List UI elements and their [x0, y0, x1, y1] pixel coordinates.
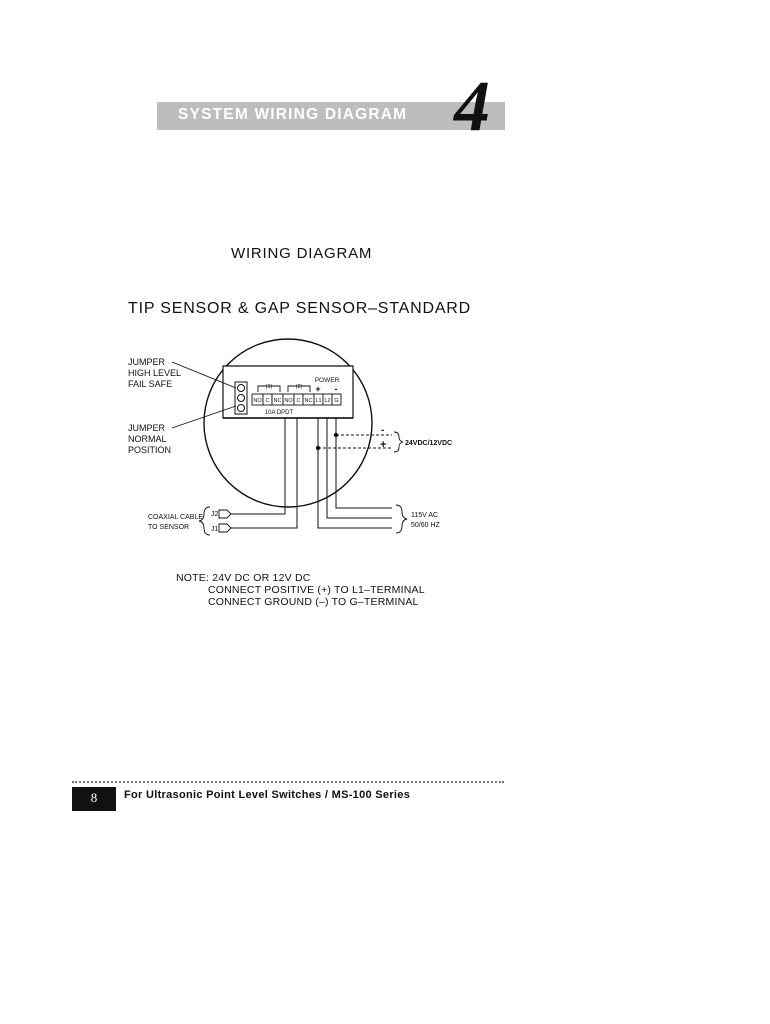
- dc-minus-sign: -: [381, 425, 385, 436]
- power-label: POWER: [314, 377, 340, 384]
- ac-supply-label-2: 50/60 HZ: [411, 522, 440, 529]
- jumper-high-label: JUMPER: [128, 357, 166, 367]
- terminal-g: G: [334, 398, 339, 404]
- relay-rating: 10A DPDT: [264, 410, 294, 416]
- dc-supply-label: 24VDC/12VDC: [405, 440, 453, 447]
- terminal-l2: L2: [324, 398, 331, 404]
- chapter-number: 4: [454, 66, 490, 146]
- housing-circle: [204, 339, 372, 507]
- power-minus: -: [334, 384, 338, 394]
- terminal-c-1: C: [265, 398, 270, 404]
- jumper-high-label-3: FAIL SAFE: [128, 379, 173, 389]
- dc-plus-junction: [316, 446, 320, 450]
- ac-supply-label: 115V AC: [411, 512, 439, 519]
- ac-brace: [396, 505, 407, 533]
- footer-text: For Ultrasonic Point Level Switches / MS-100 Series: [124, 789, 411, 801]
- terminal-l1: L1: [315, 398, 322, 404]
- j2-label: J2: [211, 511, 219, 518]
- jumper-high-label-2: HIGH LEVEL: [128, 368, 182, 378]
- dc-minus-junction: [334, 433, 338, 437]
- terminal-nc-2: NC: [304, 398, 313, 404]
- dc-brace: [394, 432, 403, 452]
- coax-label-2: TO SENSOR: [148, 524, 190, 531]
- diagram-title: WIRING DIAGRAM: [231, 245, 373, 262]
- jumper-normal-label: JUMPER: [128, 423, 166, 433]
- dc-plus-sign: +: [380, 439, 387, 451]
- coax-label: COAXIAL CABLE: [148, 514, 203, 521]
- coax-wire-j1: [229, 418, 297, 528]
- note-line-3: CONNECT GROUND (–) TO G–TERMINAL: [208, 596, 419, 608]
- page-number: 8: [72, 787, 116, 811]
- j1-label: J1: [211, 526, 219, 533]
- jumper-normal-label-3: POSITION: [128, 445, 172, 455]
- diagram-subtitle: TIP SENSOR & GAP SENSOR–STANDARD: [128, 300, 472, 317]
- jumper-normal-label-2: NORMAL: [128, 434, 167, 444]
- jumper-block: [235, 382, 247, 414]
- j2-connector: [219, 510, 231, 518]
- footer-divider: [72, 781, 504, 783]
- coax-wire-j2: [229, 418, 285, 514]
- relay-1-label: (1): [265, 384, 273, 390]
- note-line-1: NOTE: 24V DC OR 12V DC: [176, 572, 311, 584]
- terminal-no-1: NO: [253, 398, 262, 404]
- terminal-nc-1: NC: [273, 398, 282, 404]
- section-title: SYSTEM WIRING DIAGRAM: [178, 106, 408, 123]
- terminal-no-2: NO: [284, 398, 293, 404]
- terminal-c-2: C: [296, 398, 301, 404]
- relay-2-label: (2): [295, 384, 303, 390]
- coax-brace: [199, 507, 210, 535]
- j1-connector: [219, 524, 231, 532]
- power-plus: +: [315, 384, 321, 394]
- note-line-2: CONNECT POSITIVE (+) TO L1–TERMINAL: [208, 584, 425, 596]
